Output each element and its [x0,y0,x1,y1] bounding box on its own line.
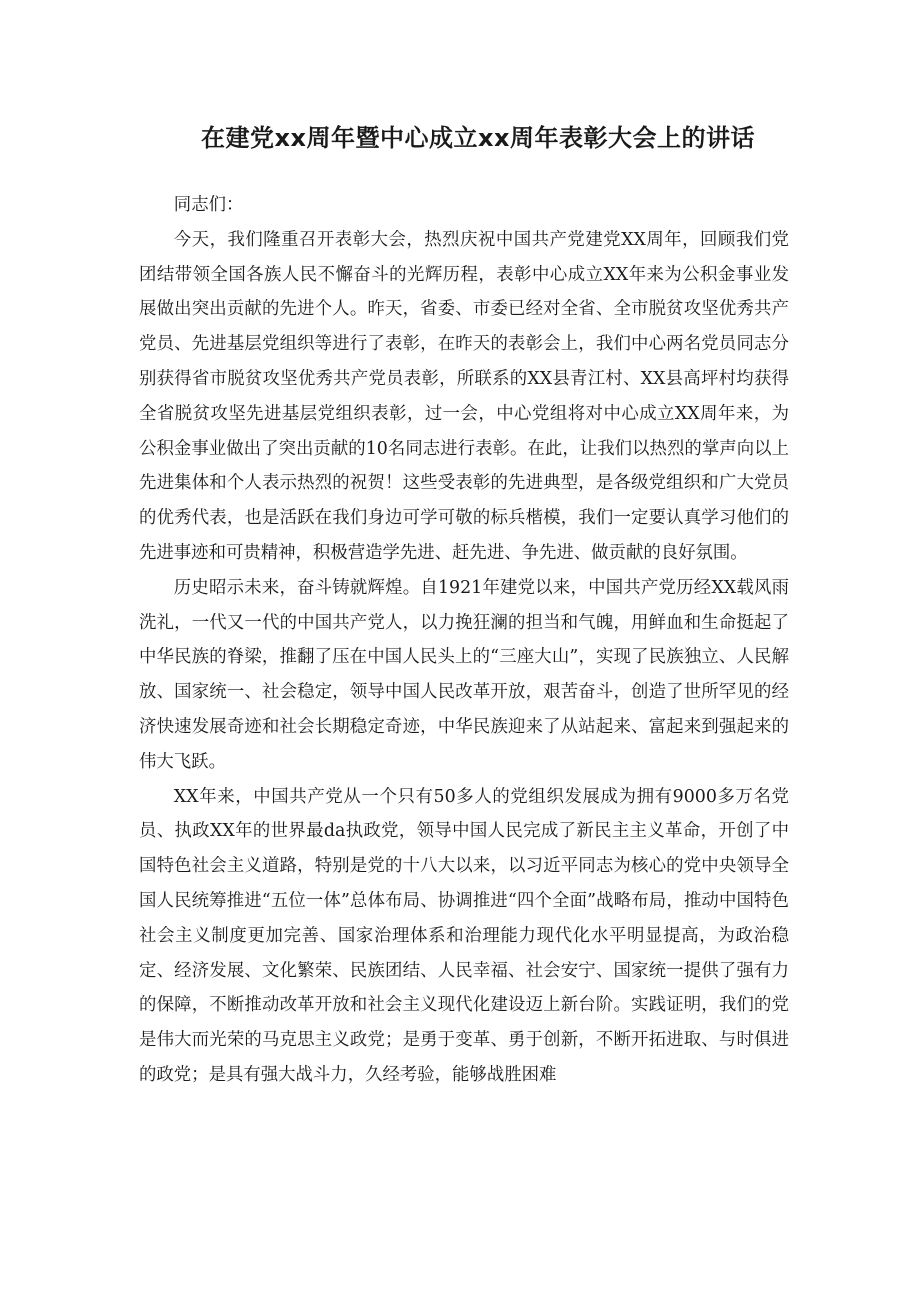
paragraph: 今天，我们隆重召开表彰大会，热烈庆祝中国共产党建党XX周年，回顾我们党团结带领全国各族人民不懈奋斗的光辉历程，表彰中心成立XX年来为公积金事业发展做出突出贡献的先进个人。昨天，省委、市委已经对全省、全市脱贫攻坚优秀共产党员、先进基层党组织等进行了表彰，在昨天的表彰会上，我们中心两名党员同志分别获得省市脱贫攻坚优秀共产党员表彰，所联系的XX县青江村、XX县高坪村均获得全省脱贫攻坚先进基层党组织表彰，过一会，中心党组将对中心成立XX周年来，为公积金事业做出了突出贡献的10名同志进行表彰。在此，让我们以热烈的掌声向以上先进集体和个人表示热烈的祝贺！这些受表彰的先进典型，是各级党组织和广大党员的优秀代表，也是活跃在我们身边可学可敬的标兵楷模，我们一定要认真学习他们的先进事迹和可贵精神，积极营造学先进、赶先进、争先进、做贡献的良好氛围。 [139,229,789,563]
document-body [139,188,789,1093]
paragraph: XX年来，中国共产党从一个只有50多人的党组织发展成为拥有9000多万名党员、执政XX年的世界最da执政党，领导中国人民完成了新民主主义革命，开创了中国特色社会主义道路，特别是党的十八大以来，以习近平同志为核心的党中央领导全国人民统筹推进“五位一体”总体布局、协调推进“四个全面”战略布局，推动中国特色社会主义制度更加完善、国家治理体系和治理能力现代化水平明显提高，为政治稳定、经济发展、文化繁荣、民族团结、人民幸福、社会安宁、国家统一提供了强有力的保障，不断推动改革开放和社会主义现代化建设迈上新台阶。实践证明，我们的党是伟大而光荣的马克思主义政党；是勇于变革、勇于创新，不断开拓进取、与时俱进的政党；是具有强大战斗力，久经考验，能够战胜困难 [139,786,789,1085]
document-title: 在建党xx周年暨中心成立xx周年表彰大会上的讲话 [201,124,755,152]
paragraph: 历史昭示未来，奋斗铸就辉煌。自1921年建党以来，中国共产党历经XX载风雨洗礼，一代又一代的中国共产党人，以力挽狂澜的担当和气魄，用鲜血和生命挺起了中华民族的脊梁，推翻了压在中国人民头上的“三座大山”，实现了民族独立、人民解放、国家统一、社会稳定，领导中国人民改革开放，艰苦奋斗，创造了世所罕见的经济快速发展奇迹和社会长期稳定奇迹，中华民族迎来了从站起来、富起来到强起来的伟大飞跃。 [139,577,789,772]
salutation: 同志们： [173,195,244,215]
